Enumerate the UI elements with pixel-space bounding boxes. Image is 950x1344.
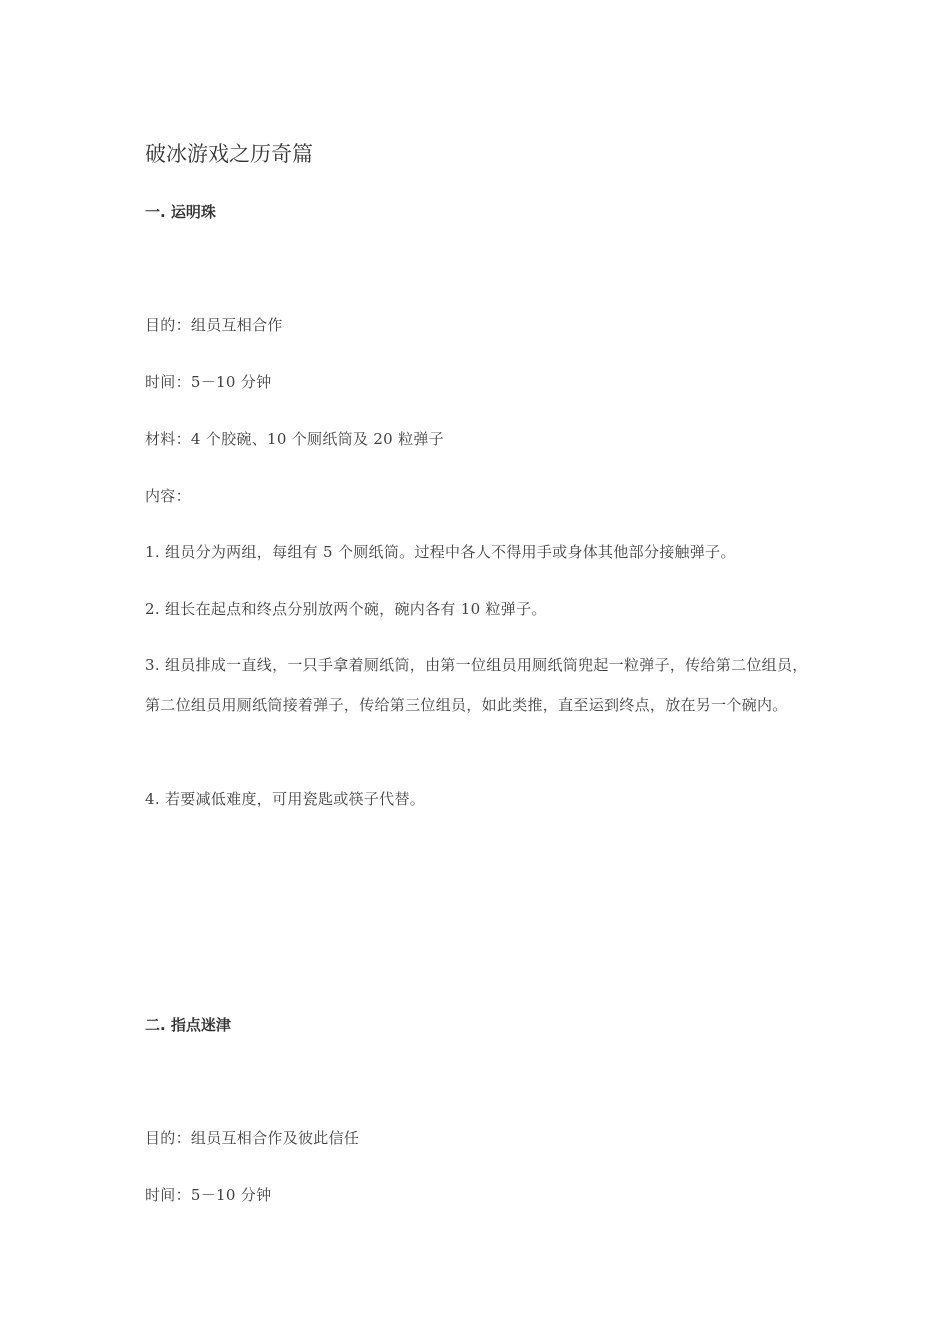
section-1-step-1: 1. 组员分为两组，每组有 5 个厕纸筒。过程中各人不得用手或身体其他部分接触弹子。 xyxy=(145,543,736,561)
section-1-time: 时间：5－10 分钟 xyxy=(145,373,272,391)
section-2-heading: 二. 指点迷津 xyxy=(145,1016,231,1034)
section-1-materials: 材料：4 个胶碗、10 个厕纸筒及 20 粒弹子 xyxy=(145,430,444,448)
section-1-step-2: 2. 组长在起点和终点分别放两个碗，碗内各有 10 粒弹子。 xyxy=(145,600,547,618)
section-1-step-3: 3. 组员排成一直线，一只手拿着厕纸筒，由第一位组员用厕纸筒兜起一粒弹子，传给第二位组员，第二位组员用厕纸筒接着弹子，传给第三位组员，如此类推，直至运到终点，放在另一个碗内。 xyxy=(145,656,808,714)
section-1-purpose: 目的：组员互相合作 xyxy=(145,316,283,334)
section-1-content-label: 内容： xyxy=(145,487,191,505)
section-1-heading: 一. 运明珠 xyxy=(145,203,216,221)
page-title: 破冰游戏之历奇篇 xyxy=(145,142,313,166)
section-2-purpose: 目的：组员互相合作及彼此信任 xyxy=(145,1129,360,1147)
section-2-time: 时间：5－10 分钟 xyxy=(145,1186,272,1204)
section-1-step-4: 4. 若要减低难度，可用瓷匙或筷子代替。 xyxy=(145,790,426,808)
